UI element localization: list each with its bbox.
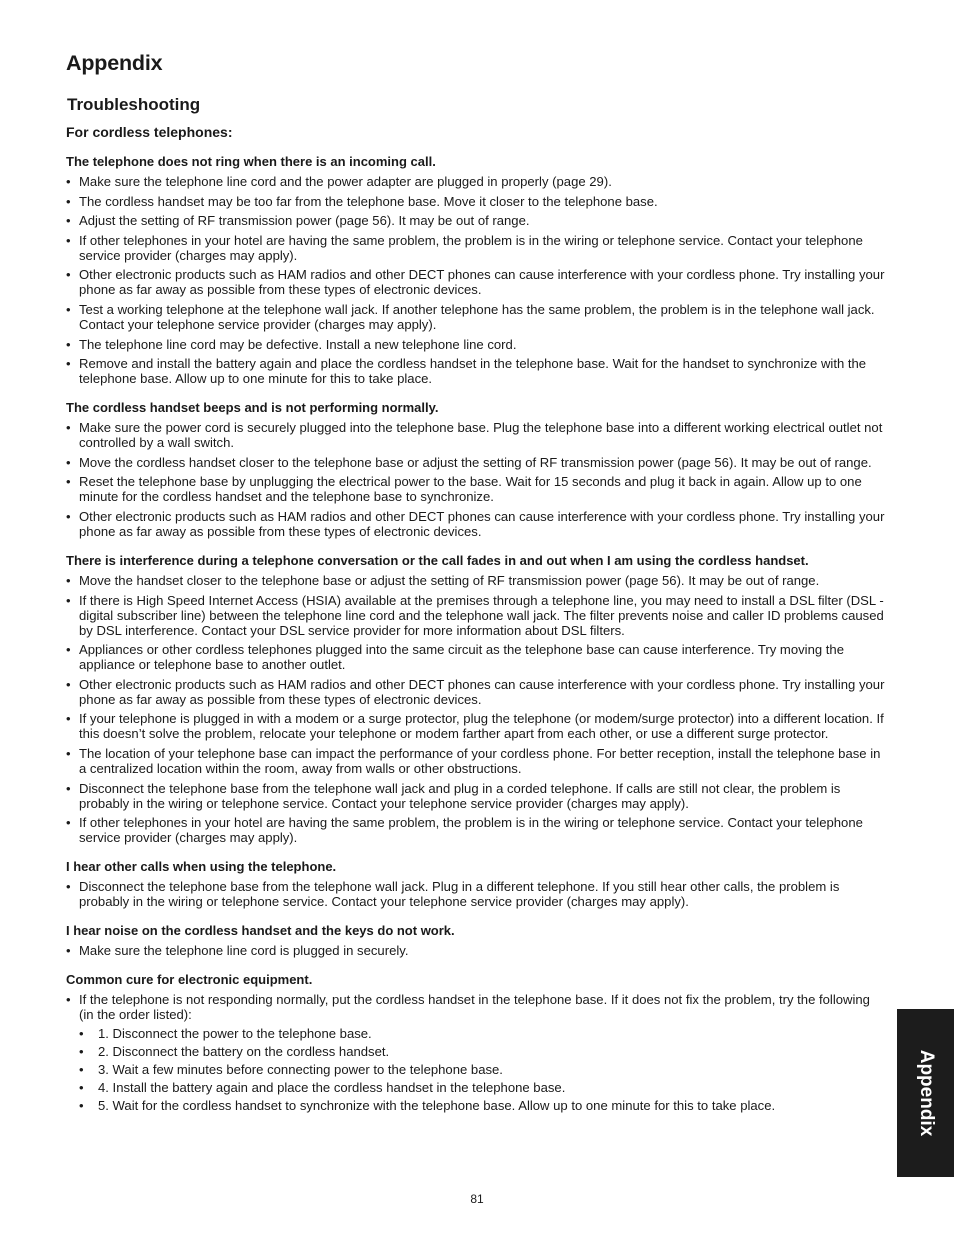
side-tab-label: Appendix [915,1049,937,1137]
problem-title: I hear other calls when using the telephone. [66,859,337,875]
problem-section [66,553,888,845]
bullet-item: • Other electronic products such as HAM radios and other DECT phones can cause interference with your cordless phone. Try installing your phone as far away as possible from these types of electronic devices. [66,267,888,297]
bullet-item: • Make sure the power cord is securely plugged into the telephone base. Plug the telephone base into a different working electrical outlet not controlled by a wall switch. [66,420,888,450]
bullet-item: • If there is High Speed Internet Access (HSIA) available at the premises through a telephone line, you may need to install a DSL filter (DSL - digital subscriber line) between the telephone line cord and the telephone wall jack. The filter prevents noise and caller ID problems caused by DSL interference. Contact your DSL service provider for more information about DSL filters. [66,593,888,638]
bullet-item: • Test a working telephone at the telephone wall jack. If another telephone has the same problem, the problem is in the telephone wall jack. Contact your telephone service provider (charges may apply). [66,302,888,332]
problem-section [66,154,888,386]
bullet-item: • The telephone line cord may be defective. Install a new telephone line cord. [66,337,888,352]
problem-title: There is interference during a telephone conversation or the call fades in and out when I am using the cordless handset. [66,552,809,568]
bullet-item: • Other electronic products such as HAM radios and other DECT phones can cause interference with your cordless phone. Try installing your phone as far away as possible from these types of electronic devices. [66,677,888,707]
bullet-item: • Move the handset closer to the telephone base or adjust the setting of RF transmission power (page 56). It may be out of range. [66,573,888,588]
problem-section [66,859,888,909]
common-cure-bullet-text: If the telephone is not responding normally, put the cordless handset in the telephone base. If it does not fix the problem, try the following (in the order listed): [79,992,870,1023]
problem-bullets [66,174,888,386]
common-cure-step: • 2. Disconnect the battery on the cordless handset. [79,1044,888,1059]
common-cure-title: Common cure for electronic equipment. [66,972,313,988]
problem-title: I hear noise on the cordless handset and the keys do not work. [66,923,455,939]
bullet-item: • The cordless handset may be too far from the telephone base. Move it closer to the telephone base. [66,194,888,209]
problem-title: The cordless handset beeps and is not performing normally. [66,400,439,416]
troubleshooting-content [66,125,888,1127]
bullet-item: • If other telephones in your hotel are having the same problem, the problem is in the wiring or telephone service. Contact your telephone service provider (charges may apply). [66,815,888,845]
problem-title: The telephone does not ring when there is an incoming call. [66,154,436,169]
common-cure-steps [79,1026,888,1113]
subsection-title: For cordless telephones: [66,124,233,140]
page-number: 81 [470,1192,484,1206]
bullet-item: • Disconnect the telephone base from the telephone wall jack and plug in a corded telephone. If calls are still not clear, the problem is probably in the wiring or telephone service. Contact your telephone service provider (charges may apply). [66,781,888,811]
problem-bullets [66,420,888,539]
common-cure-bullet [66,992,888,1113]
bullet-item: • Adjust the setting of RF transmission power (page 56). It may be out of range. [66,213,888,228]
common-cure-step: • 1. Disconnect the power to the telephone base. [79,1026,888,1041]
problem-bullets [66,573,888,845]
problem-section [66,400,888,539]
problem-section [66,923,888,958]
bullet-item: • Disconnect the telephone base from the telephone wall jack. Plug in a different telephone. If you still hear other calls, the problem is probably in the wiring or telephone service. Contact your telephone service provider (charges may apply). [66,879,888,909]
bullet-item: • Move the cordless handset closer to the telephone base or adjust the setting of RF transmission power (page 56). It may be out of range. [66,455,888,470]
bullet-item: • Make sure the telephone line cord is plugged in securely. [66,943,888,958]
bullet-item: • Reset the telephone base by unplugging the electrical power to the base. Wait for 15 seconds and plug it back in again. Allow up to one minute for the cordless handset and the telephone base to synchronize. [66,474,888,504]
appendix-side-tab [897,1009,954,1177]
page-title: Appendix [66,51,163,75]
bullet-item: • If your telephone is plugged in with a modem or a surge protector, plug the telephone (or modem/surge protector) into a different location. If this doesn’t solve the problem, relocate your telephone or modem farther apart from each other, or use a different surge protector. [66,711,888,741]
bullet-item: • Remove and install the battery again and place the cordless handset in the telephone base. Wait for the handset to synchronize with the telephone base. Allow up to one minute for this to take place. [66,356,888,386]
common-cure-step: • 4. Install the battery again and place the cordless handset in the telephone base. [79,1080,888,1095]
section-title: Troubleshooting [67,95,201,114]
common-cure-step: • 5. Wait for the cordless handset to synchronize with the telephone base. Allow up to one minute for this to take place. [79,1098,888,1113]
bullet-item: • Appliances or other cordless telephones plugged into the same circuit as the telephone base can cause interference. Try moving the appliance or telephone base to another outlet. [66,642,888,672]
bullet-item: • Make sure the telephone line cord and the power adapter are plugged in properly (page 29). [66,174,888,189]
bullet-item: • The location of your telephone base can impact the performance of your cordless phone. For better reception, install the telephone base in a centralized location within the room, away from walls or other obstructions. [66,746,888,776]
common-cure-bullets [66,992,888,1113]
common-cure-section [66,972,888,1113]
problem-bullets [66,943,888,958]
problem-bullets [66,879,888,909]
common-cure-step: • 3. Wait a few minutes before connecting power to the telephone base. [79,1062,888,1077]
bullet-item: • Other electronic products such as HAM radios and other DECT phones can cause interference with your cordless phone. Try installing your phone as far away as possible from these types of electronic devices. [66,509,888,539]
bullet-item: • If other telephones in your hotel are having the same problem, the problem is in the wiring or telephone service. Contact your telephone service provider (charges may apply). [66,233,888,263]
problems-list [66,154,888,958]
